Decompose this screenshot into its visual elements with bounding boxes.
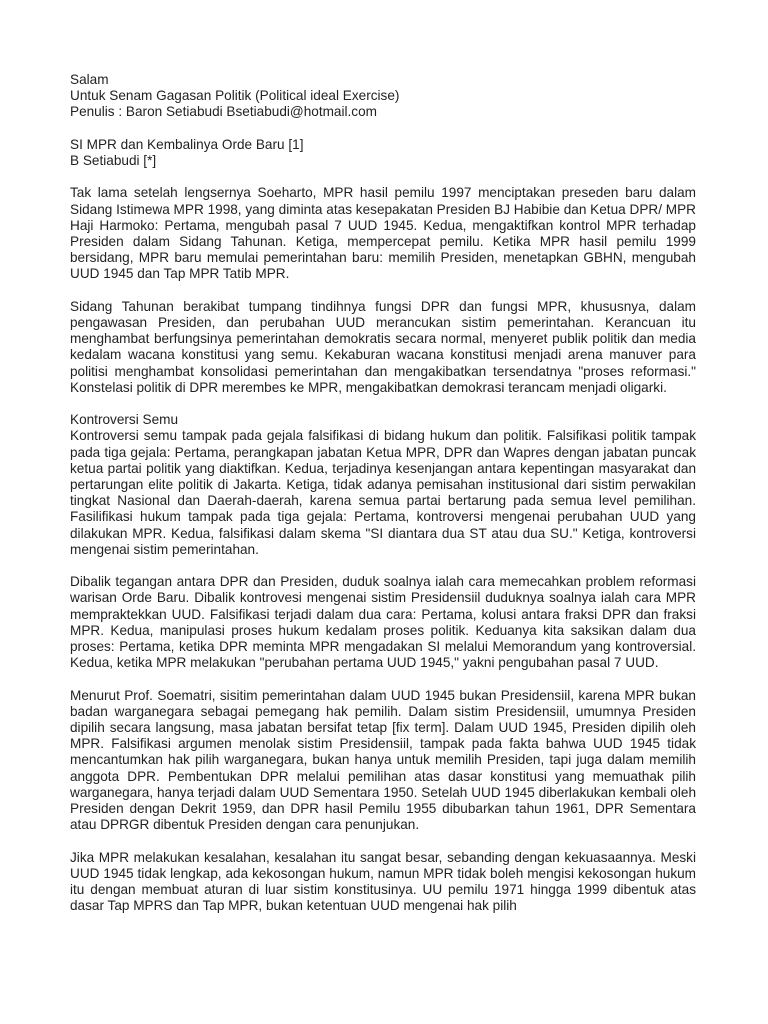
article-byline: B Setiabudi [*] <box>70 153 157 168</box>
document-page <box>70 72 696 914</box>
greeting: Salam <box>70 72 109 87</box>
section-kontroversi-semu <box>70 412 696 914</box>
paragraph: Dibalik tegangan antara DPR dan Presiden, duduk soalnya ialah cara memecahkan problem reformasi warisan Orde Baru. Dibalik kontrovesi mengenai sistim Presidensiil duduknya soalnya ialah cara MPR mempraktekkan UUD. Falsifikasi terjadi dalam dua cara: Pertama, kolusi antara fraksi DPR dan fraksi MPR. Kedua, manipulasi proses hukum kedalam proses politik. Keduanya kita saksikan dalam dua proses: Pertama, ketika DPR meminta MPR mengadakan SI melalui Memorandum yang kontroversial. Kedua, ketika MPR melakukan "perubahan pertama UUD 1945," yakni pengubahan pasal 7 UUD. <box>70 574 696 671</box>
paragraph: Tak lama setelah lengsernya Soeharto, MPR hasil pemilu 1997 menciptakan preseden baru dalam Sidang Istimewa MPR 1998, yang diminta atas kesepakatan Presiden BJ Habibie dan Ketua DPR/ MPR Haji Harmoko: Pertama, mengubah pasal 7 UUD 1945. Kedua, mengaktifkan kontrol MPR terhadap Presiden dalam Sidang Tahunan. Ketiga, mempercepat pemilu. Ketika MPR hasil pemilu 1999 bersidang, MPR baru memulai pemerintahan baru: memilih Presiden, menetapkan GBHN, mengubah UUD 1945 dan Tap MPR Tatib MPR. <box>70 185 696 282</box>
paragraph: Menurut Prof. Soematri, sisitim pemerintahan dalam UUD 1945 bukan Presidensiil, karena MPR bukan badan warganegara sebagai pemegang hak pemilih. Dalam sistim Presidensiil, umumnya Presiden dipilih secara langsung, masa jabatan bersifat tetap [fix term]. Dalam UUD 1945, Presiden dipilih oleh MPR. Falsifikasi argumen menolak sistim Presidensiil, tampak pada fakta bahwa UUD 1945 tidak mencantumkan hak pilih warganegara, bukan hanya untuk memilih Presiden, tapi juga dalam memilih anggota DPR. Pembentukan DPR melalui pemilihan atas dasar konstitusi yang memuathak pilih warganegara, hanya terjadi dalam UUD Sementara 1950. Setelah UUD 1945 diberlakukan kembali oleh Presiden dengan Dekrit 1959, dan DPR hasil Pemilu 1955 dibubarkan tahun 1961, DPR Sementara atau DPRGR dibentuk Presiden dengan cara penunjukan. <box>70 687 696 833</box>
section-heading: Kontroversi Semu <box>70 412 179 428</box>
paragraph: Kontroversi semu tampak pada gejala falsifikasi di bidang hukum dan politik. Falsifikasi politik tampak pada tiga gejala: Pertama, perangkapan jabatan Ketua MPR, DPR dan Wapres dengan jabatan puncak ketua partai politik yang diaktifkan. Kedua, terjadinya kesenjangan antara kepentingan masyarakat dan pertarungan elite politik di Jakarta. Ketiga, tidak adanya pemisahan institusional dari sistim perwakilan tingkat Nasional dan Daerah-daerah, karena semua partai bertarung pada semua level pemilihan. Fasilifikasi hukum tampak pada tiga gejala: Pertama, kontroversi mengenai perubahan UUD yang dilakukan MPR. Kedua, falsifikasi dalam skema "SI diantara dua ST atau dua SU." Ketiga, kontroversi mengenai sistim pemerintahan. <box>70 428 696 557</box>
article-title: SI MPR dan Kembalinya Orde Baru [1] <box>70 136 304 152</box>
paragraph: Jika MPR melakukan kesalahan, kesalahan itu sangat besar, sebanding dengan kekuasaannya. Meski UUD 1945 tidak lengkap, ada kekosongan hukum, namun MPR tidak boleh mengisi kekosongan hukum itu dengan membuat aturan di luar sistim konstitusinya. UU pemilu 1971 hingga 1999 dibentuk atas dasar Tap MPRS dan Tap MPR, bukan ketentuan UUD mengenai hak pilih <box>70 849 696 914</box>
author-line: Penulis : Baron Setiabudi Bsetiabudi@hotmail.com <box>70 104 377 120</box>
paragraph: Sidang Tahunan berakibat tumpang tindihnya fungsi DPR dan fungsi MPR, khususnya, dalam pengawasan Presiden, dan perubahan UUD merancukan sistim pemerintahan. Kerancuan itu menghambat berfungsinya pemerintahan demokratis secara normal, menyeret publik politik dan media kedalam wacana konstitusi yang semu. Kekaburan wacana konstitusi menjadi arena manuver para politisi menghambat konsolidasi pemerintahan dan mengakibatkan tersendatnya "proses reformasi." Konstelasi politik di DPR merembes ke MPR, mengakibatkan demokrasi terancam menjadi oligarki. <box>70 298 696 395</box>
series-title: Untuk Senam Gagasan Politik (Political ideal Exercise) <box>70 88 400 104</box>
letter-header <box>70 72 696 121</box>
article-heading <box>70 137 696 169</box>
